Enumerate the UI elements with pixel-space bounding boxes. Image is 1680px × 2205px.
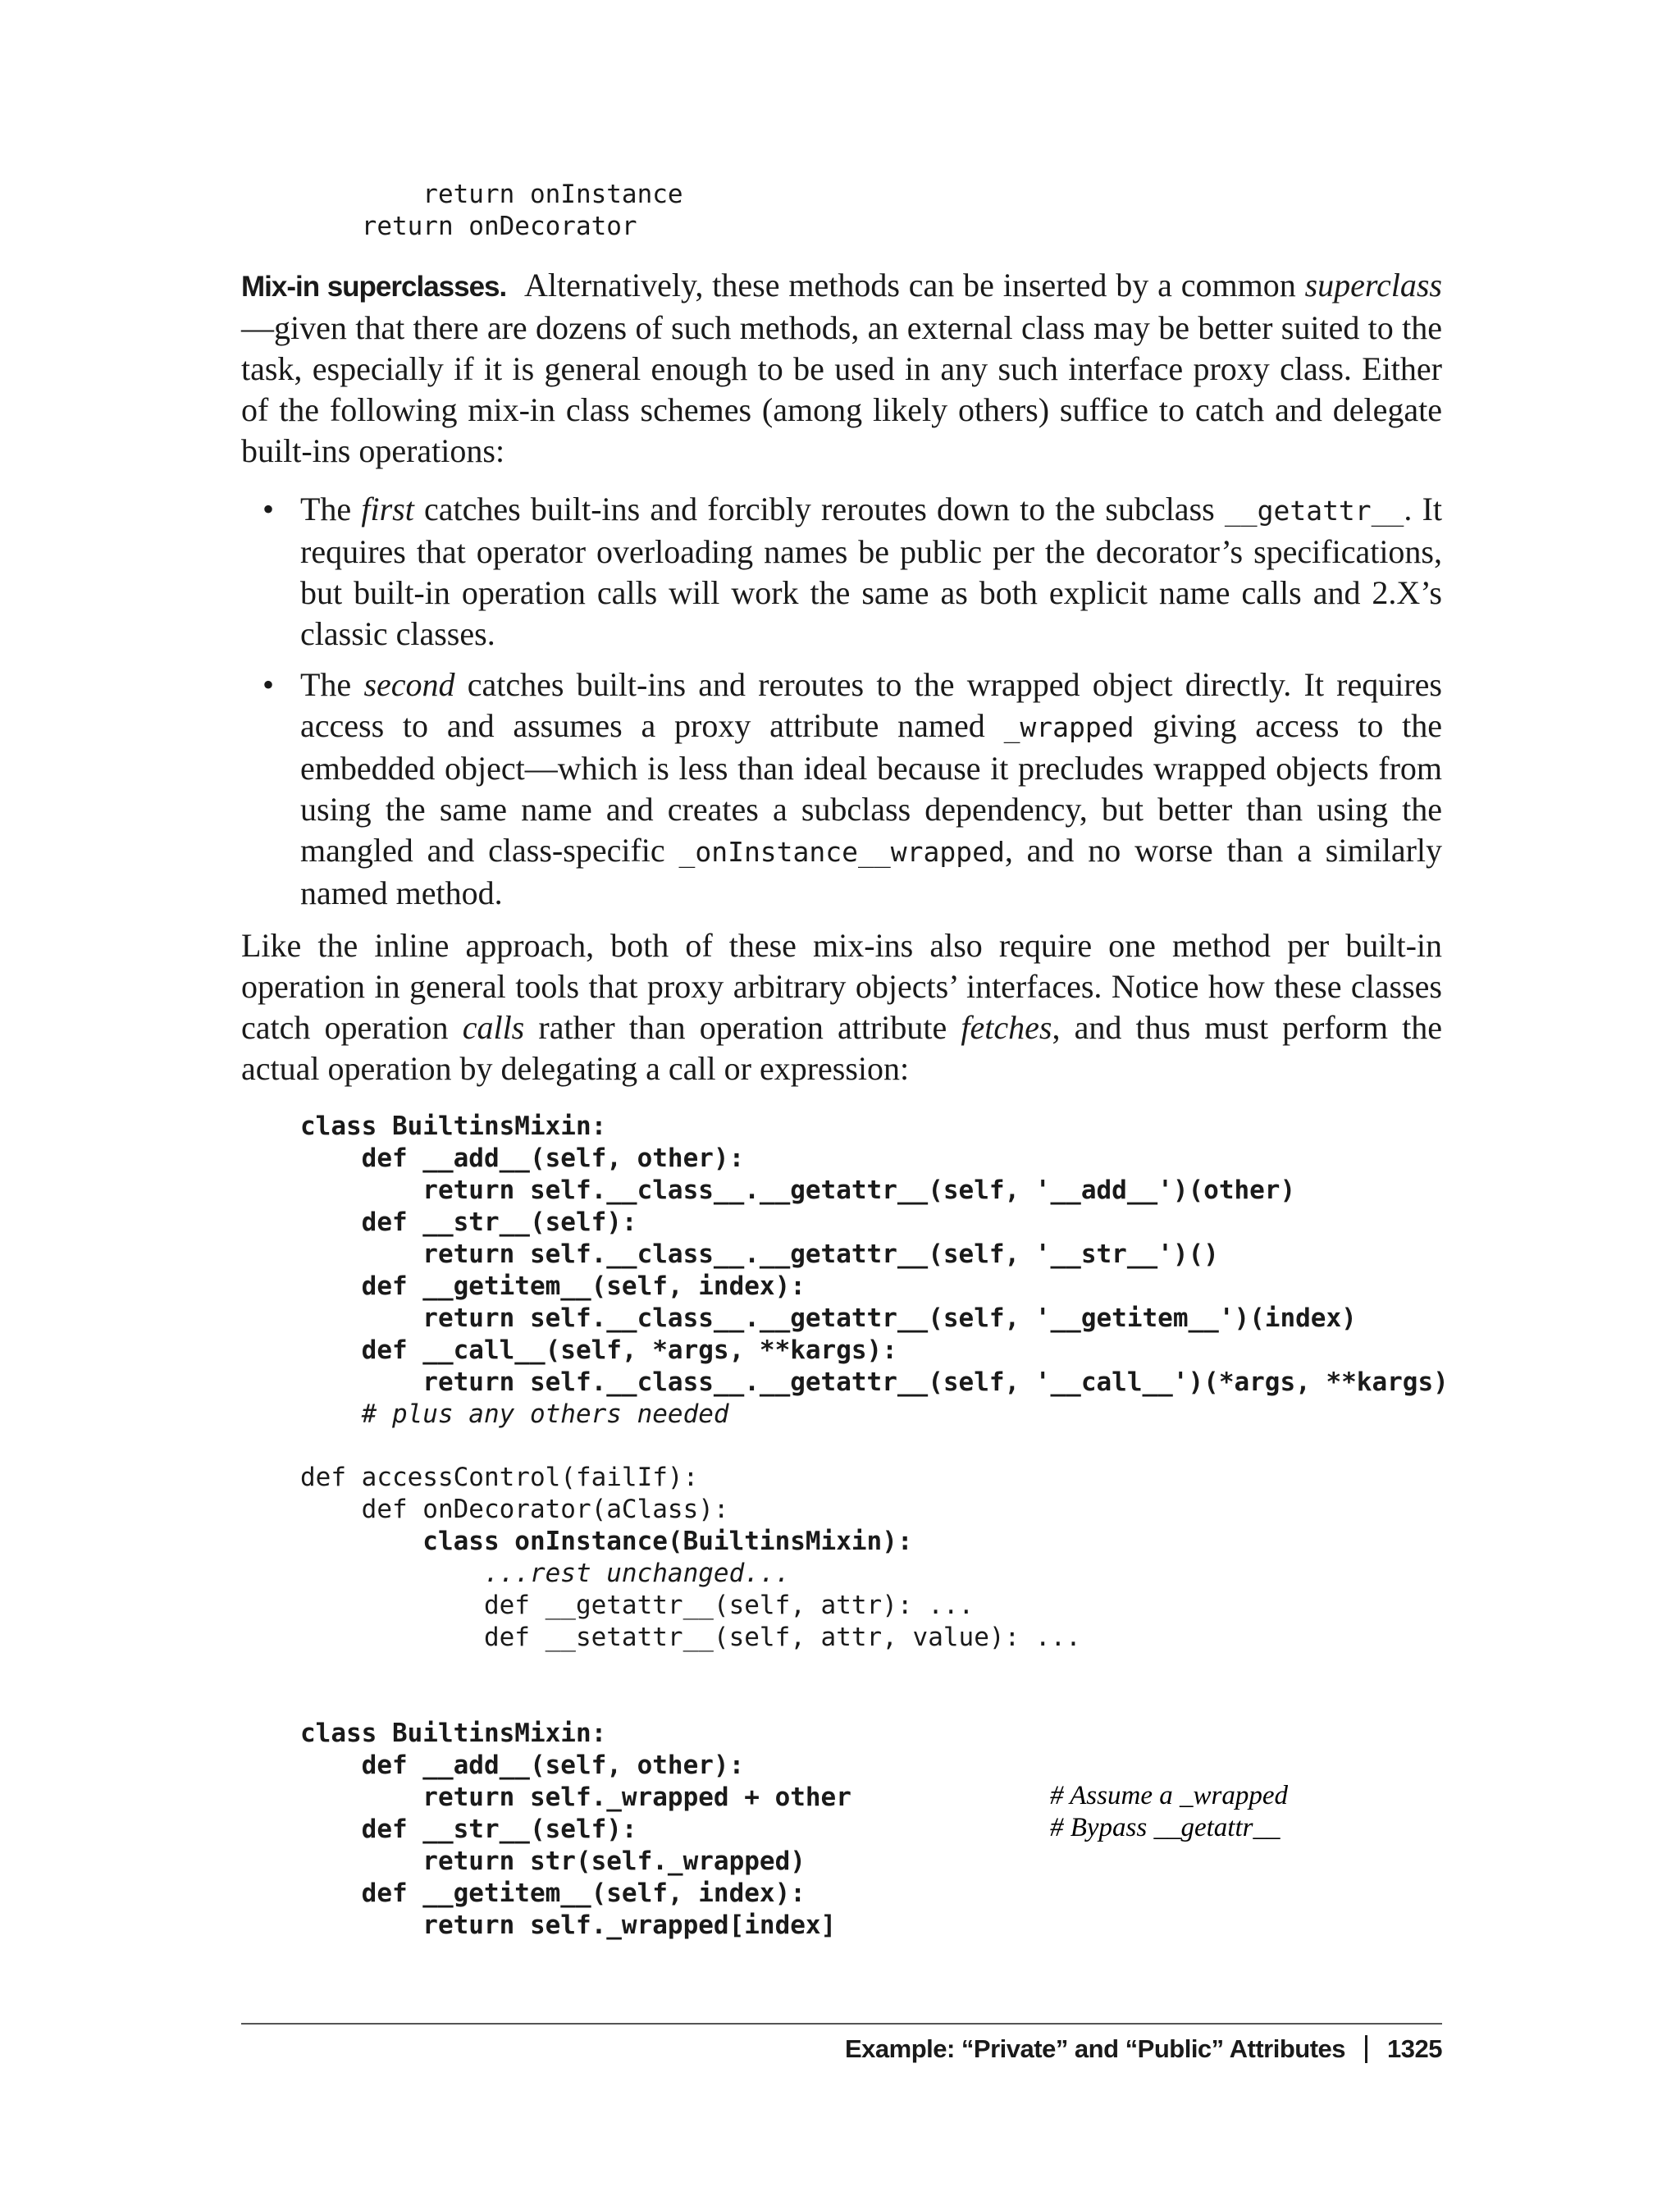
footer-separator: [1365, 2035, 1367, 2063]
code-line: ...rest unchanged...: [300, 1559, 791, 1588]
code-line: def __add__(self, other):: [300, 1751, 745, 1780]
bullet-icon: •: [262, 491, 275, 527]
code-line: return self.__class__.__getattr__(self, '__add__')(other): [300, 1176, 1296, 1205]
code-line: def __getitem__(self, index):: [300, 1271, 806, 1301]
code-line: return self._wrapped + other: [300, 1783, 851, 1812]
code-line: class BuiltinsMixin:: [300, 1719, 607, 1748]
emphasis: first: [361, 491, 414, 527]
inline-code: _wrapped: [1003, 711, 1134, 743]
code-line: return self._wrapped[index]: [300, 1911, 837, 1940]
bullet-icon: •: [262, 666, 275, 703]
list-item: [262, 664, 1443, 914]
text: giving access to the embedded object—which is less than ideal because it precludes wrapped objects from using the same name and creates a subclass dependency, but better than using the mangled and class-specific: [300, 707, 1442, 869]
text: The: [300, 666, 364, 703]
running-footer: [845, 2034, 1442, 2064]
code-line: def __getattr__(self, attr): ...: [300, 1591, 975, 1620]
code-line: def __getitem__(self, index):: [300, 1879, 806, 1908]
text: —given that there are dozens of such methods, an external class may be better suited to the task, especially if it is general enough to be used in any such interface proxy class. Either of the following mix-in class schemes (among likely others) suffice to catch and delegate built-ins operations:: [241, 309, 1442, 469]
emphasis: second: [363, 666, 455, 703]
code-line: return self.__class__.__getattr__(self, '__getitem__')(index): [300, 1303, 1357, 1333]
emphasis: superclass: [1304, 267, 1442, 304]
code-line: def __add__(self, other):: [300, 1144, 745, 1173]
bullet-list: [262, 489, 1443, 924]
emphasis: calls: [462, 1009, 525, 1046]
paragraph-mixin-superclasses: [241, 265, 1442, 472]
text: catches built-ins and forcibly reroutes down to the subclass: [413, 491, 1225, 527]
text: Alternatively, these methods can be inserted by a common: [523, 267, 1305, 304]
footer-title: Example: “Private” and “Public” Attributes: [844, 2034, 1346, 2063]
code-comment: # Bypass __getattr__: [1050, 1813, 1281, 1842]
code-line: def __setattr__(self, attr, value): ...: [300, 1623, 1081, 1652]
code-line: return str(self._wrapped): [300, 1847, 806, 1876]
code-line: return self.__class__.__getattr__(self, '__call__')(*args, **kargs): [300, 1367, 1449, 1397]
code-line: def accessControl(failIf):: [300, 1463, 699, 1492]
footer-rule: [241, 2023, 1442, 2025]
text: , and no worse than a similarly named method.: [300, 832, 1442, 911]
text: Like the inline approach, both of these mix-ins also require one method per built-in operation in general tools that proxy arbitrary objects’ interfaces. Notice how these classes catch operation: [241, 927, 1442, 1046]
inline-code: __getattr__: [1224, 495, 1404, 527]
code-line: def onDecorator(aClass):: [300, 1495, 729, 1524]
code-line: def __call__(self, *args, **kargs):: [300, 1335, 897, 1365]
code-block-access-control: [300, 1462, 1081, 1654]
paragraph-inline-approach: [241, 925, 1442, 1089]
code-block-mixin-direct: [300, 1718, 851, 1942]
text: , and thus must perform the actual operation by delegating a call or expression:: [241, 1009, 1443, 1087]
list-item: [262, 489, 1442, 655]
text: rather than operation attribute: [524, 1009, 961, 1046]
runin-heading: Mix-in superclasses.: [241, 271, 507, 303]
text: catches built-ins and reroutes to the wrapped object directly. It requires access to and assumes a proxy attribute named: [300, 666, 1443, 744]
code-line: class onInstance(BuiltinsMixin):: [300, 1527, 913, 1556]
code-line: class BuiltinsMixin:: [300, 1112, 607, 1141]
inline-code: _onInstance__wrapped: [678, 836, 1005, 868]
code-line: return onInstance: [300, 180, 683, 209]
code-fragment-top: [300, 179, 683, 243]
code-comment: # Assume a _wrapped: [1050, 1781, 1288, 1810]
code-line: def __str__(self):: [300, 1815, 637, 1844]
code-block-mixin-reroute: [300, 1111, 1449, 1431]
code-line: return onDecorator: [300, 212, 637, 241]
code-line: def __str__(self):: [300, 1208, 637, 1237]
code-comment: # plus any others needed: [300, 1399, 729, 1429]
text: The: [300, 491, 362, 527]
emphasis: fetches: [961, 1009, 1052, 1046]
code-line: return self.__class__.__getattr__(self, '__str__')(): [300, 1239, 1219, 1269]
page-number: 1325: [1387, 2034, 1442, 2063]
text: . It requires that operator overloading names be public per the decorator’s specifications, but built-in operation calls will work the same as both explicit name calls and 2.X’s classic classes.: [300, 491, 1442, 652]
